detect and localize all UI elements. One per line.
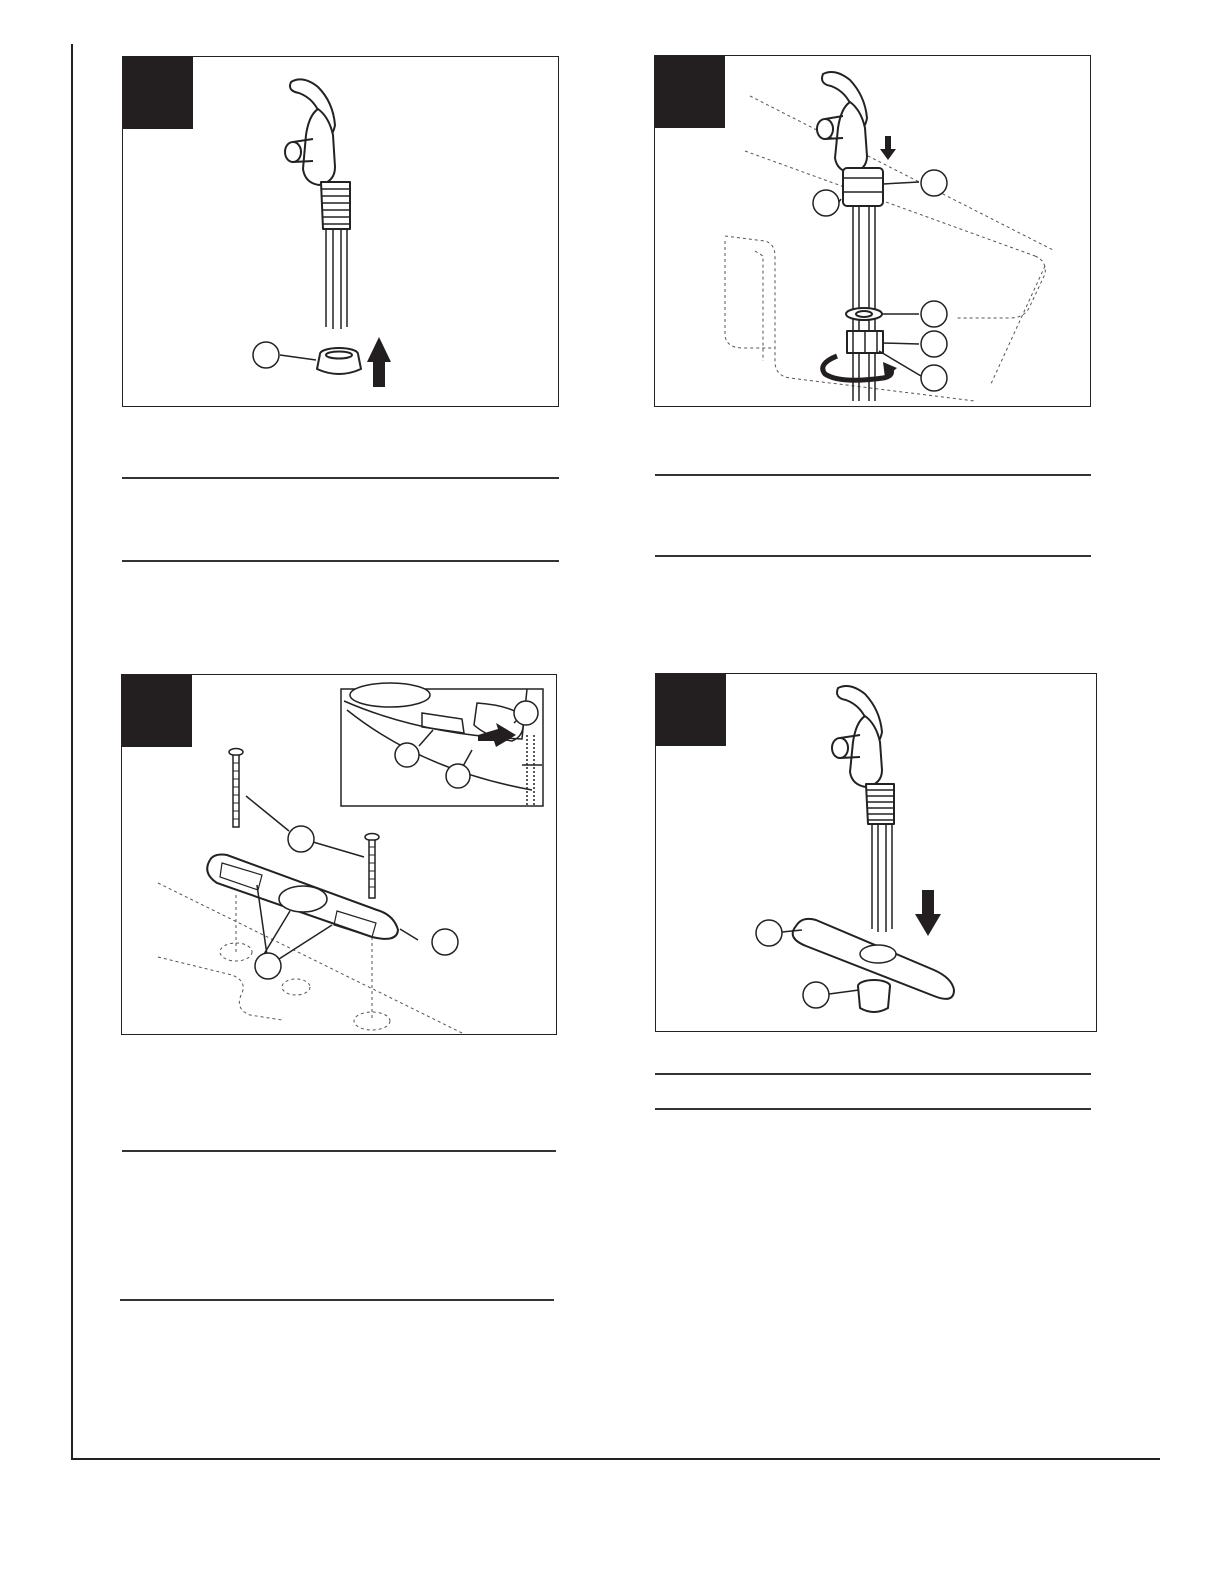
- step-panel-3: [121, 674, 557, 1035]
- callout-circle: [756, 920, 782, 946]
- footer-rule: [71, 1458, 1160, 1460]
- text-rule: [122, 1150, 556, 1152]
- text-rule: [122, 560, 559, 562]
- text-rule: [655, 1073, 1091, 1075]
- text-rule: [655, 555, 1091, 557]
- callout-circle: [395, 743, 419, 767]
- faucet-illustration-2: [655, 56, 1091, 407]
- step-panel-2: [654, 55, 1091, 407]
- text-rule: [655, 1108, 1091, 1110]
- text-rule: [122, 477, 559, 479]
- step-panel-4: [655, 673, 1097, 1032]
- callout-circle: [921, 331, 947, 357]
- callout-circle: [446, 764, 470, 788]
- faucet-illustration-1: [123, 57, 559, 407]
- callout-circle: [432, 929, 458, 955]
- callout-circle: [288, 826, 314, 852]
- text-rule: [120, 1299, 554, 1301]
- callout-circle: [253, 342, 279, 368]
- faucet-illustration-3: [656, 674, 1097, 1032]
- callout-circle: [803, 982, 829, 1008]
- callout-circle: [921, 301, 947, 327]
- callout-circle: [514, 701, 538, 725]
- text-rule: [655, 474, 1091, 476]
- callout-circle: [921, 365, 947, 391]
- step-panel-1: [122, 56, 559, 407]
- callout-circle: [255, 953, 281, 979]
- callout-circle: [921, 170, 947, 196]
- escutcheon-illustration: [122, 675, 557, 1035]
- callout-circle: [813, 190, 839, 216]
- left-margin-rule: [71, 44, 73, 1460]
